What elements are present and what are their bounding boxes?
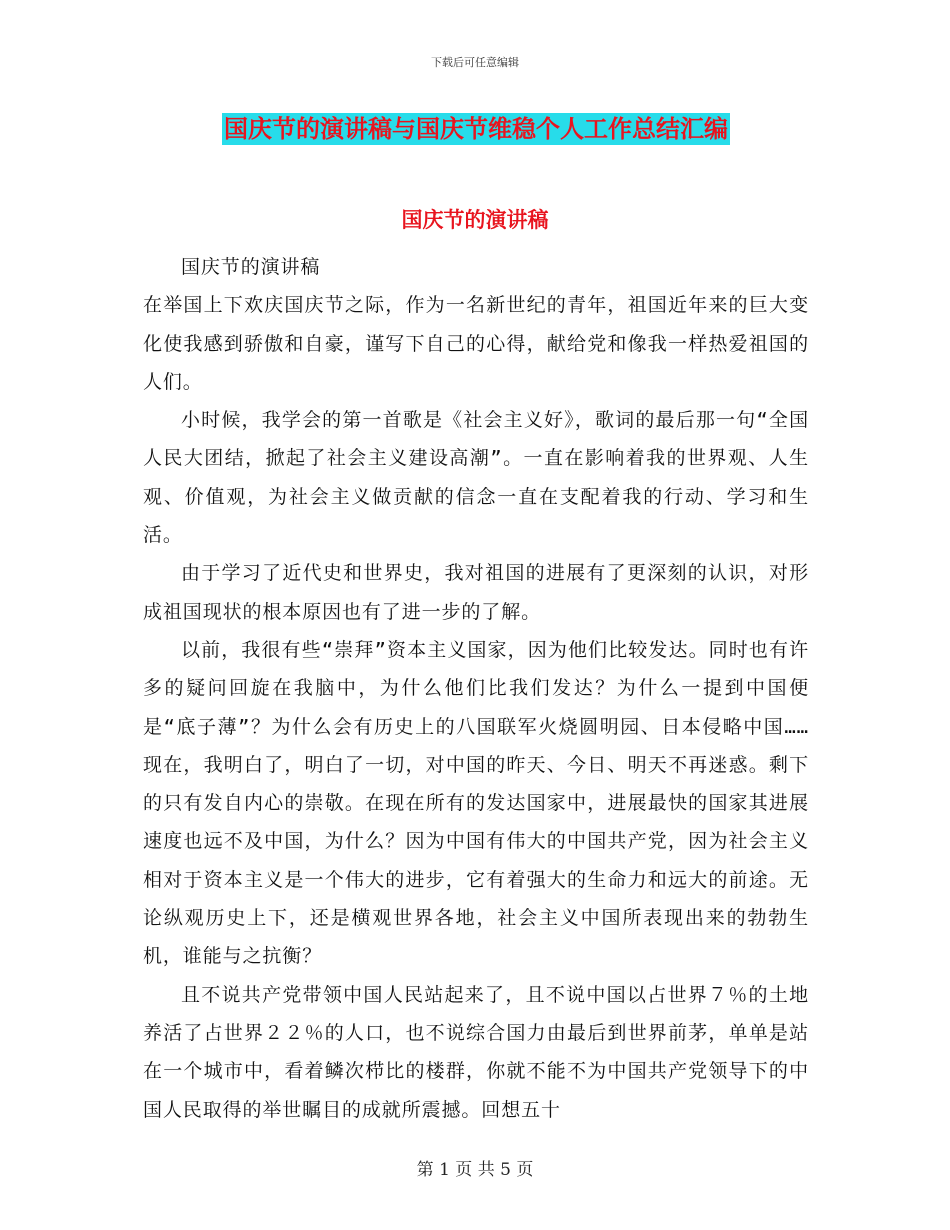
- paragraph-4: 以前，我很有些“崇拜”资本主义国家，因为他们比较发达。同时也有许多的疑问回旋在我脑中，为什么他们比我们发达？为什么一提到中国便是“底子薄”？为什么会有历史上的八国联军火烧圆明园、日本侵略中国……现在，我明白了，明白了一切，对中国的昨天、今日、明天不再迷惑。剩下的只有发自内心的崇敬。在现在所有的发达国家中，进展最快的国家其进展速度也远不及中国，为什么？因为中国有伟大的中国共产党，因为社会主义相对于资本主义是一个伟大的进步，它有着强大的生命力和远大的前途。无论纵观历史上下，还是横观世界各地，社会主义中国所表现出来的勃勃生机，谁能与之抗衡？: [143, 638, 809, 968]
- page-footer: 第 1 页 共 5 页: [416, 1160, 534, 1180]
- paragraph-3: 由于学习了近代史和世界史，我对祖国的进展有了更深刻的认识，对形成祖国现状的根本原因也有了进一步的了解。: [143, 562, 809, 623]
- paragraph-5: 且不说共产党带领中国人民站起来了，且不说中国以占世界７％的土地养活了占世界２２％的人口，也不说综合国力由最后到世界前茅，单单是站在一个城市中，看着鳞次栉比的楼群，你就不能不为中国共产党领导下的中国人民取得的举世瞩目的成就所震撼。回想五十: [143, 983, 809, 1121]
- header-note: 下载后可任意编辑: [431, 56, 519, 69]
- paragraph-1: 在举国上下欢庆国庆节之际，作为一名新世纪的青年，祖国近年来的巨大变化使我感到骄傲和自豪，谨写下自己的心得，献给党和像我一样热爱祖国的人们。: [143, 294, 809, 393]
- paragraph-2: 小时候，我学会的第一首歌是《社会主义好》，歌词的最后那一句“全国人民大团结，掀起了社会主义建设高潮”。一直在影响着我的世界观、人生观、价值观，为社会主义做贡献的信念一直在支配着我的行动、学习和生活。: [143, 409, 809, 547]
- document-title: 国庆节的演讲稿与国庆节维稳个人工作总结汇编: [224, 114, 728, 143]
- body-text: [143, 248, 809, 1129]
- section-title: 国庆节的演讲稿: [401, 207, 549, 232]
- paragraph-subtitle: 国庆节的演讲稿: [181, 256, 321, 278]
